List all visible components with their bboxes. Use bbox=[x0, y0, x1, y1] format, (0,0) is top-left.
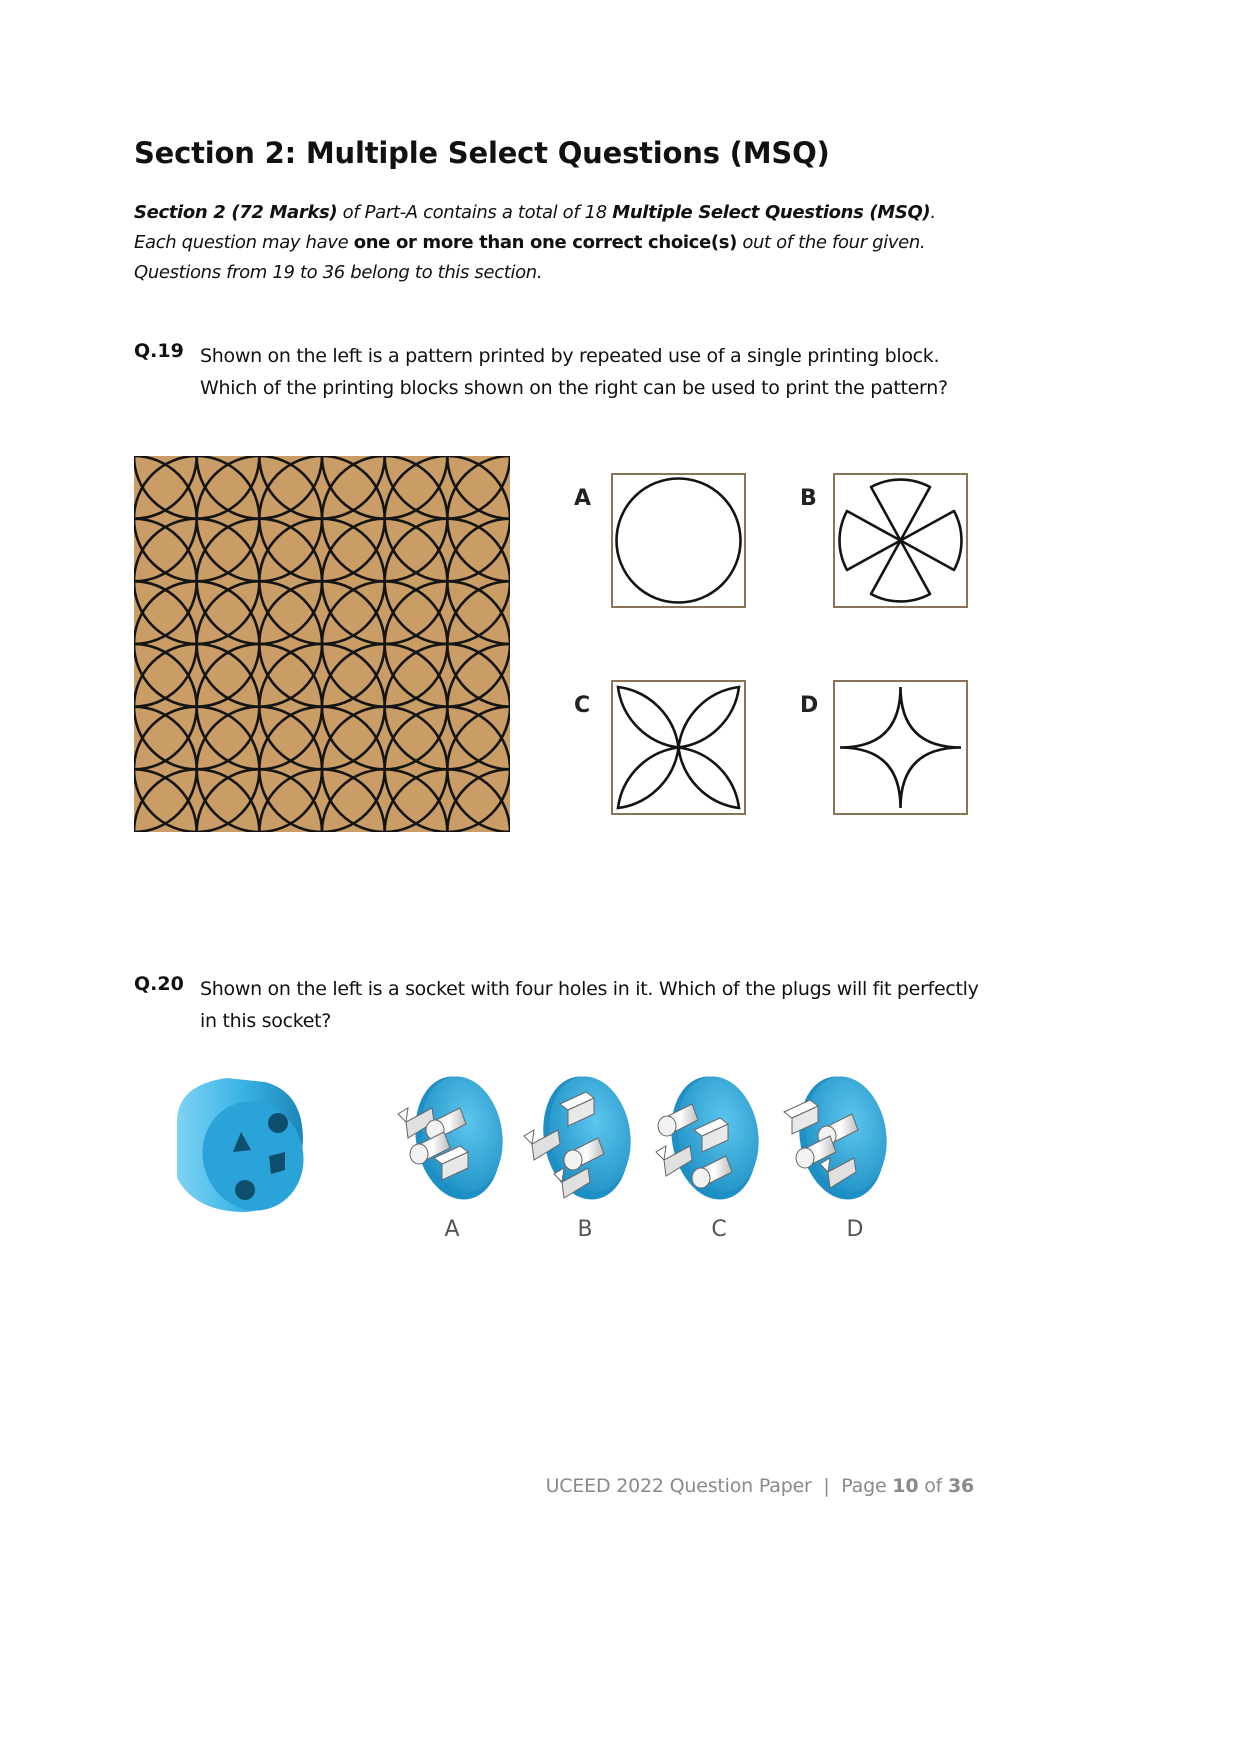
footer-page-current: 10 bbox=[892, 1475, 919, 1497]
intro-text-1: of Part-A contains a total of 18 bbox=[337, 202, 613, 223]
q19-text: Shown on the left is a pattern printed by repeated use of a single printing block. Which of the printing blocks shown on the right can be used to print the pattern? bbox=[200, 345, 948, 399]
plug-options-figure bbox=[390, 1070, 900, 1200]
footer-separator: | bbox=[823, 1475, 830, 1497]
q20-option-a-label: A bbox=[444, 1217, 460, 1242]
section-title: Section 2: Multiple Select Questions (MSQ) bbox=[134, 136, 830, 170]
q19-option-c-label: C bbox=[574, 693, 591, 718]
q19-option-d-label: D bbox=[800, 693, 819, 718]
printed-pattern-figure bbox=[134, 456, 510, 832]
footer-page-word: Page bbox=[841, 1475, 887, 1497]
q20-text: Shown on the left is a socket with four holes in it. Which of the plugs will fit perfectly in this socket? bbox=[200, 978, 979, 1032]
section-intro bbox=[134, 198, 979, 288]
q20-option-b-label: B bbox=[577, 1217, 593, 1242]
q20-number: Q.20 bbox=[134, 973, 184, 995]
footer-exam-label: UCEED 2022 Question Paper bbox=[545, 1475, 812, 1497]
circle-block-icon bbox=[613, 475, 744, 606]
q19-option-c-block bbox=[611, 680, 746, 815]
q19-number: Q.19 bbox=[134, 340, 184, 362]
socket-figure bbox=[165, 1070, 310, 1220]
q19-option-a-block bbox=[611, 473, 746, 608]
q20-option-d-label: D bbox=[846, 1217, 864, 1242]
plug-option-a bbox=[398, 1070, 511, 1200]
footer-page-of: of bbox=[924, 1475, 943, 1497]
page-footer bbox=[546, 1475, 974, 1497]
intro-text-3: out of the four given. Questions from 19 to 36 belong to this section. bbox=[134, 232, 926, 283]
intro-marks: Section 2 (72 Marks) bbox=[134, 202, 338, 223]
plug-option-b bbox=[524, 1070, 639, 1200]
footer-page-total: 36 bbox=[947, 1475, 974, 1497]
cross-pattee-block-icon bbox=[835, 475, 966, 606]
astroid-star-block-icon bbox=[835, 682, 966, 813]
four-petal-block-icon bbox=[613, 682, 744, 813]
q20-option-c-label: C bbox=[711, 1217, 727, 1242]
q19-option-a-label: A bbox=[574, 486, 592, 511]
plug-option-d bbox=[784, 1070, 895, 1200]
plug-option-c bbox=[656, 1070, 767, 1200]
q19-option-d-block bbox=[833, 680, 968, 815]
q19-option-b-label: B bbox=[800, 486, 817, 511]
intro-correct-choice: one or more than one correct choice(s) bbox=[353, 232, 737, 253]
intro-msq: Multiple Select Questions (MSQ) bbox=[612, 202, 931, 223]
q19-option-b-block bbox=[833, 473, 968, 608]
intro-text-2: . Each question may have bbox=[134, 202, 936, 253]
